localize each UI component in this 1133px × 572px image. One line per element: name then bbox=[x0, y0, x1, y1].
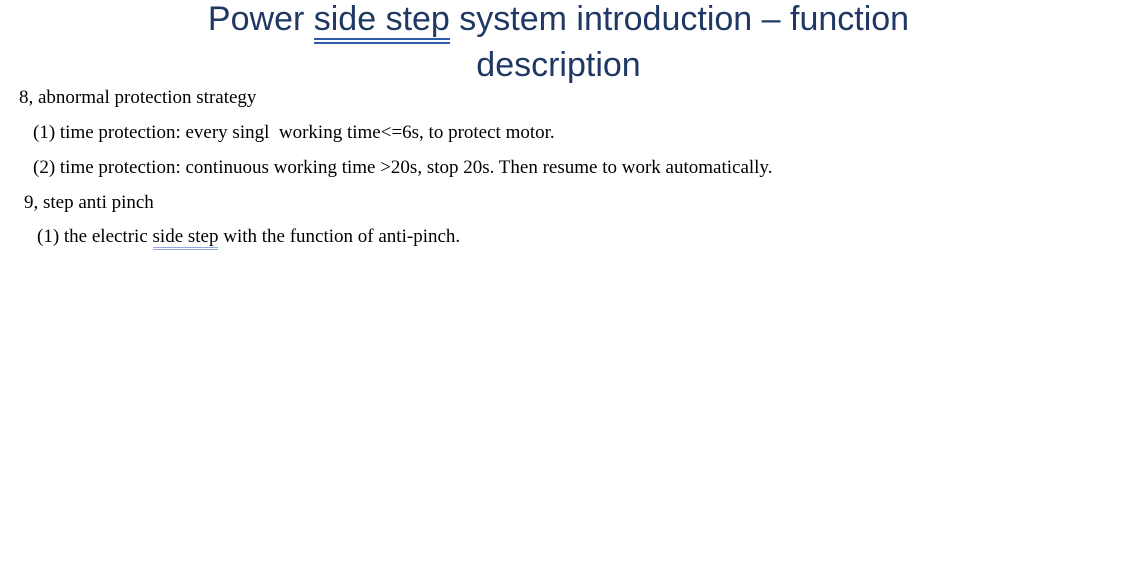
title-text-pre: Power bbox=[207, 0, 314, 38]
title-underlined-term: side step bbox=[314, 0, 450, 44]
title-line-1 bbox=[0, 0, 1125, 42]
body-line-time-protection-1: (1) time protection: every singl working time<=6s, to protect motor. bbox=[33, 122, 555, 143]
body-line-abnormal-protection-heading: 8, abnormal protection strategy bbox=[19, 87, 257, 108]
body-line-anti-pinch-detail bbox=[37, 227, 460, 246]
body-line-time-protection-2: (2) time protection: continuous working time >20s, stop 20s. Then resume to work automatically. bbox=[33, 157, 773, 178]
title-text-post: system introduction – function bbox=[449, 0, 910, 38]
body-text-post: with the function of anti-pinch. bbox=[218, 226, 461, 247]
slide-title bbox=[0, 0, 1125, 88]
body-text-pre: (1) the electric bbox=[37, 226, 153, 247]
title-line-2: description bbox=[476, 46, 641, 84]
body-line-step-anti-pinch-heading: 9, step anti pinch bbox=[24, 192, 154, 213]
body-underlined-term: side step bbox=[153, 226, 219, 250]
